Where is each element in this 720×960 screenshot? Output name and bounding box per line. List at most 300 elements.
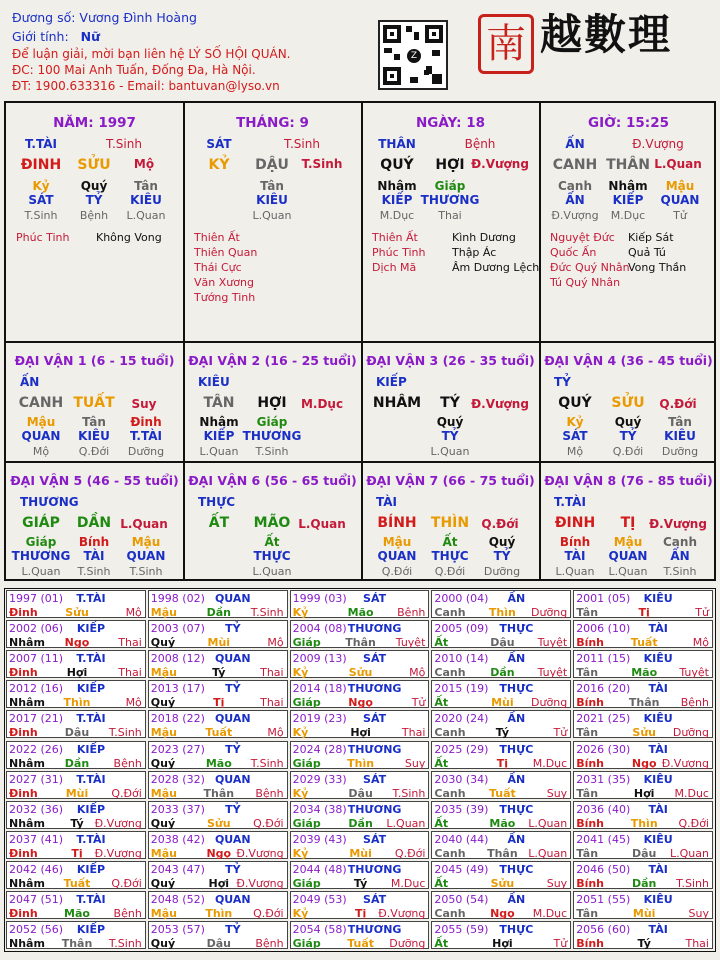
special-star: Phúc Tinh (16, 231, 70, 244)
year-god: TÀI (648, 923, 668, 937)
year-stage: L.Quan (528, 846, 568, 860)
luck-cycle-god: THỰC (198, 495, 236, 509)
gender-label: Giới tính: (12, 29, 69, 44)
luck-cycle-branch: THÌN (430, 515, 470, 531)
year-stem: Tân (576, 726, 599, 740)
year-god: THỰC (499, 622, 534, 636)
pillar-stem-stage: Bệnh (464, 137, 496, 151)
hidden-god: T.TÀI (130, 429, 162, 443)
year-stage: Mộ (125, 696, 142, 710)
hidden-stage: Dưỡng (483, 565, 521, 578)
luck-cycle-god: TỶ (554, 375, 571, 389)
luck-cycle-stem: BÍNH (377, 515, 417, 531)
year-stem: Đinh (9, 786, 38, 800)
hidden-god: KIÊU (256, 193, 288, 207)
pillar-stem-stage: T.Sinh (284, 137, 320, 151)
special-star: Không Vong (96, 231, 162, 244)
year-label: 1998 (02) (150, 592, 205, 605)
pillar-earthly-branch: THÂN (606, 157, 650, 173)
year-god: THỰC (499, 802, 534, 816)
hidden-stage: L.Quan (555, 565, 595, 578)
year-stem: Mậu (150, 666, 177, 680)
year-cell (290, 771, 430, 799)
year-god: THỰC (499, 682, 534, 696)
hidden-stem: Canh (558, 179, 592, 193)
year-branch: Mùi (207, 636, 231, 650)
year-label: 2014 (18) (292, 682, 347, 696)
year-god: KIÊU (643, 772, 673, 786)
year-label: 2035 (39) (434, 802, 489, 816)
year-stage: Bệnh (113, 756, 142, 770)
special-star: Phúc Tinh (372, 246, 426, 259)
hidden-stage: L.Quan (252, 209, 292, 222)
year-stage: Đ.Vượng (661, 756, 709, 770)
year-label: 2016 (20) (576, 682, 631, 696)
year-god: ẤN (507, 893, 526, 906)
hidden-stage: Q.Đới (434, 565, 466, 578)
year-label: 1997 (01) (9, 592, 64, 605)
year-god: TÀI (648, 682, 668, 696)
year-branch: Mão (64, 907, 90, 920)
year-cell (290, 620, 430, 648)
special-star: Âm Dương Lệch (452, 261, 540, 274)
year-branch: Thân (61, 937, 93, 951)
hidden-stage: L.Quan (252, 565, 292, 578)
year-god: SÁT (363, 893, 387, 906)
hidden-stem: Mậu (382, 535, 412, 549)
year-branch: Dần (64, 756, 90, 770)
year-label: 2037 (41) (9, 832, 64, 846)
luck-cycle-stem: CANH (18, 395, 64, 411)
year-god: KIẾP (76, 923, 106, 937)
year-stage: L.Quan (528, 816, 568, 830)
year-god: TỶ (225, 862, 241, 876)
year-cell (148, 620, 288, 648)
special-star: Đức Quý Nhân (550, 261, 630, 274)
year-stage: Bệnh (113, 907, 142, 920)
year-god: QUAN (214, 592, 251, 605)
luck-cycle-branch: MÃO (253, 515, 291, 531)
year-stem: Ất (434, 696, 449, 710)
luck-cycle-stem: ĐINH (554, 515, 596, 531)
year-cell (290, 801, 430, 829)
year-god: KIÊU (643, 832, 673, 846)
year-god: KIẾP (76, 742, 106, 756)
year-god: TỶ (225, 682, 241, 696)
year-cell (573, 590, 713, 618)
year-stage: Tử (695, 606, 709, 619)
year-stage: Bệnh (397, 606, 426, 619)
year-cell (148, 861, 288, 889)
year-stage: Thai (260, 666, 284, 680)
year-stem: Kỷ (292, 786, 309, 800)
year-branch: Tý (212, 666, 226, 680)
year-branch: Dậu (64, 726, 90, 740)
hidden-stem: Kỷ (566, 415, 584, 429)
year-god: SÁT (363, 772, 387, 786)
year-stem: Canh (434, 846, 466, 860)
special-star: Tướng Tinh (194, 291, 256, 304)
year-cell (431, 891, 571, 919)
year-stem: Nhâm (9, 636, 45, 650)
year-god: TÀI (648, 742, 668, 756)
four-pillars-chart (4, 101, 716, 581)
year-branch: Thìn (488, 606, 516, 619)
year-stem: Tân (576, 666, 599, 680)
year-stage: Tuyệt (537, 666, 568, 680)
year-label: 2040 (44) (434, 832, 489, 846)
address-line: ĐC: 100 Mai Anh Tuấn, Đống Đa, Hà Nội. (12, 63, 256, 77)
luck-cycle-stem: NHÂM (372, 395, 422, 411)
year-stem: Canh (434, 606, 466, 619)
year-stem: Giáp (292, 756, 321, 770)
luck-cycle-branch: DẦN (76, 515, 112, 531)
pillar-earthly-branch: DẬU (255, 157, 289, 173)
year-stage: Tử (411, 696, 426, 710)
year-stage: Mộ (125, 606, 142, 619)
year-stage: Suy (688, 907, 709, 920)
hidden-stage: Q.Đới (612, 445, 644, 458)
year-stage: Đ.Vượng (236, 876, 284, 890)
luck-cycle-stage: L.Quan (120, 517, 168, 531)
year-branch: Thìn (63, 696, 91, 710)
year-label: 2008 (12) (150, 652, 205, 666)
contact-line: Để luận giải, mời bạn liên hệ LÝ SỐ HỘI QUÁN. (12, 47, 291, 61)
year-stage: Mộ (692, 636, 709, 650)
year-stem: Bính (576, 636, 605, 650)
year-stage: Tuyệt (395, 636, 426, 650)
year-cell (290, 650, 430, 678)
annual-luck-table (4, 588, 716, 952)
year-stage: Đ.Vượng (94, 816, 142, 830)
year-god: QUAN (214, 772, 251, 786)
year-god: KIÊU (643, 592, 673, 605)
luck-cycle-god: T.TÀI (554, 495, 586, 509)
hidden-stem: Tân (82, 415, 106, 429)
year-label: 2026 (30) (576, 742, 631, 756)
year-label: 2046 (50) (576, 862, 631, 876)
hidden-stem: Bính (559, 535, 591, 549)
hidden-stage: Mộ (566, 445, 584, 458)
pillar-title: NGÀY: 18 (415, 115, 486, 131)
year-god: TỶ (225, 802, 241, 816)
hidden-stage: Q.Đới (78, 445, 110, 458)
year-stem: Bính (576, 756, 605, 770)
hidden-stem: Quý (614, 415, 642, 429)
hidden-stage: Tử (673, 209, 687, 222)
hidden-god: KIẾP (203, 429, 235, 443)
pillar-earthly-branch: SỬU (77, 157, 111, 173)
year-label: 2050 (54) (434, 893, 489, 906)
year-cell (148, 831, 288, 859)
year-stage: Dưỡng (389, 937, 426, 951)
year-god: THƯƠNG (347, 622, 402, 636)
year-stem: Nhâm (9, 937, 45, 951)
year-stem: Canh (434, 726, 466, 740)
year-stem: Quý (150, 696, 176, 710)
year-label: 2020 (24) (434, 712, 489, 726)
hidden-god: SÁT (562, 429, 588, 443)
red-seal: 南 (478, 14, 534, 74)
year-stem: Ất (434, 756, 449, 770)
year-label: 2022 (26) (9, 742, 64, 756)
year-stage: Q.Đới (253, 907, 284, 920)
luck-cycle-stem: TÂN (203, 395, 235, 411)
year-stem: Bính (576, 937, 605, 951)
pillar-branch-stage: T.Sinh (301, 157, 343, 171)
year-label: 2038 (42) (150, 832, 205, 846)
luck-cycle-branch: TỊ (620, 515, 636, 531)
year-stage: Mộ (267, 636, 284, 650)
luck-cycle-title: ĐẠI VẬN 2 (16 - 25 tuổi) (188, 353, 357, 368)
year-stem: Nhâm (9, 816, 45, 830)
year-branch: Thìn (347, 756, 375, 770)
hidden-stage: M.Dục (379, 209, 415, 222)
hidden-god: THƯƠNG (242, 429, 302, 443)
year-stage: Q.Đới (678, 816, 709, 830)
hidden-god: QUAN (21, 429, 61, 443)
hidden-stage: T.Sinh (77, 565, 111, 578)
year-god: QUAN (214, 652, 251, 666)
special-star: Tú Quý Nhân (550, 276, 621, 289)
year-stem: Đinh (9, 846, 38, 860)
year-stem: Tân (576, 846, 599, 860)
year-branch: Sửu (207, 816, 231, 830)
year-god: T.TÀI (76, 772, 106, 786)
year-branch: Sửu (348, 666, 373, 680)
year-branch: Tị (496, 756, 509, 770)
year-god: T.TÀI (76, 893, 106, 906)
qr-code[interactable]: Z (378, 20, 448, 90)
year-stage: Thai (401, 726, 426, 740)
hidden-stage: T.Sinh (255, 445, 289, 458)
year-cell (431, 590, 571, 618)
luck-cycle-title: ĐẠI VẬN 5 (46 - 55 tuổi) (10, 473, 179, 488)
year-label: 2027 (31) (9, 772, 64, 786)
year-branch: Tị (638, 606, 650, 619)
luck-cycle-god: ẤN (20, 375, 40, 389)
year-branch: Tuất (347, 937, 374, 951)
year-stem: Mậu (150, 907, 177, 920)
year-cell (573, 861, 713, 889)
year-stem: Nhâm (9, 876, 45, 890)
year-stage: Tuyệt (537, 636, 568, 650)
luck-cycle-2 (184, 343, 361, 461)
luck-cycle-branch: HỢI (257, 395, 287, 411)
year-cell (6, 590, 146, 618)
year-stage: Thai (118, 636, 142, 650)
year-stem: Giáp (292, 636, 321, 650)
pillar-heavenly-stem: KỶ (208, 157, 230, 173)
year-label: 2001 (05) (576, 592, 631, 605)
hidden-god: THỰC (431, 549, 469, 563)
luck-cycle-7 (362, 463, 539, 581)
pillar-stem-god: SÁT (206, 137, 232, 151)
year-god: TÀI (648, 802, 668, 816)
year-branch: Tuất (63, 876, 91, 890)
luck-cycle-stage: Suy (131, 397, 157, 411)
year-branch: Sửu (65, 606, 89, 619)
year-label: 2049 (53) (292, 893, 347, 906)
year-stage: Dưỡng (531, 606, 568, 619)
year-stage: Bệnh (255, 937, 284, 951)
year-stage: T.Sinh (250, 756, 284, 770)
hidden-god: TỶ (441, 429, 459, 443)
year-cell (6, 921, 146, 949)
year-god: THƯƠNG (347, 862, 402, 876)
year-cell (431, 771, 571, 799)
year-stem: Đinh (9, 726, 38, 740)
year-stage: T.Sinh (250, 606, 284, 619)
year-label: 2019 (23) (292, 712, 347, 726)
year-cell (431, 710, 571, 738)
pillar-title: NĂM: 1997 (53, 115, 136, 131)
year-stage: Đ.Vượng (236, 846, 284, 860)
luck-cycle-title: ĐẠI VẬN 3 (26 - 35 tuổi) (366, 353, 535, 368)
year-cell (431, 741, 571, 769)
year-branch: Mão (205, 756, 232, 770)
year-cell (573, 771, 713, 799)
year-stage: Suy (546, 876, 568, 890)
year-cell (290, 741, 430, 769)
year-label: 2002 (06) (9, 622, 64, 636)
year-stem: Ất (434, 636, 449, 650)
hidden-god: KIÊU (130, 193, 162, 207)
year-god: ẤN (507, 772, 526, 786)
year-branch: Dậu (206, 937, 231, 951)
year-branch: Dần (206, 606, 231, 619)
year-stem: Canh (434, 666, 466, 680)
year-branch: Tuất (488, 786, 516, 800)
year-label: 2005 (09) (434, 622, 489, 636)
year-cell (6, 861, 146, 889)
luck-cycle-stage: Q.Đới (659, 397, 697, 411)
year-god: THƯƠNG (347, 682, 402, 696)
year-stage: Mộ (409, 666, 426, 680)
hidden-stem: Mậu (26, 415, 56, 429)
year-branch: Tý (495, 726, 510, 740)
year-stage: Suy (404, 756, 426, 770)
year-label: 2053 (57) (150, 923, 205, 937)
year-stem: Bính (576, 876, 605, 890)
hidden-god: THƯƠNG (420, 193, 480, 207)
pillar-branch-stage: Mộ (133, 157, 155, 171)
hidden-stage: T.Sinh (24, 209, 58, 222)
year-god: QUAN (214, 712, 251, 726)
special-star: Dịch Mã (372, 261, 417, 274)
year-god: QUAN (214, 832, 251, 846)
hidden-god: KIẾP (612, 193, 644, 207)
year-label: 2036 (40) (576, 802, 631, 816)
year-stage: Q.Đới (111, 786, 142, 800)
year-god: SÁT (363, 652, 387, 666)
year-branch: Thân (203, 786, 235, 800)
year-branch: Thân (345, 636, 376, 650)
year-god: KIẾP (76, 682, 106, 696)
year-cell (431, 831, 571, 859)
year-god: TỶ (225, 622, 241, 636)
year-label: 1999 (03) (292, 592, 347, 605)
year-stage: Dưỡng (672, 726, 709, 740)
pillar-earthly-branch: HỢI (435, 157, 465, 173)
year-god: T.TÀI (76, 592, 106, 605)
year-cell (6, 650, 146, 678)
year-stage: Thai (118, 666, 142, 680)
year-god: KIÊU (643, 712, 673, 726)
year-stage: M.Dục (532, 907, 568, 920)
luck-cycle-title: ĐẠI VẬN 1 (6 - 15 tuổi) (14, 353, 175, 368)
year-god: ẤN (507, 652, 526, 666)
year-stem: Giáp (292, 816, 321, 830)
year-branch: Tị (354, 907, 367, 920)
year-branch: Dậu (631, 846, 657, 860)
year-stage: Tử (553, 726, 568, 740)
year-branch: Ngọ (64, 636, 90, 650)
hidden-stem: Quý (80, 179, 108, 193)
hidden-stem: Quý (436, 415, 464, 429)
pillar-heavenly-stem: ĐINH (20, 157, 62, 173)
year-stage: Đ.Vượng (378, 907, 426, 920)
year-stem: Quý (150, 816, 176, 830)
year-stage: Dưỡng (531, 696, 568, 710)
year-god: TỶ (225, 923, 241, 937)
hidden-stem: Giáp (25, 535, 57, 549)
hidden-stem: Mậu (131, 535, 161, 549)
hidden-stage: T.Sinh (129, 565, 163, 578)
year-stage: Q.Đới (253, 816, 284, 830)
pillar-title: THÁNG: 9 (236, 115, 309, 131)
hidden-stem: Nhâm (377, 179, 417, 193)
year-branch: Mùi (491, 696, 514, 710)
year-branch: Mùi (349, 846, 372, 860)
pillar-1 (184, 103, 361, 341)
year-branch: Thìn (630, 816, 658, 830)
year-branch: Hợi (66, 666, 88, 680)
hidden-god: ẤN (670, 549, 690, 563)
year-cell (431, 861, 571, 889)
luck-cycle-stem: ẤT (208, 515, 230, 531)
special-star: Thiên Ất (194, 231, 240, 244)
year-stem: Đinh (9, 606, 38, 619)
year-stem: Kỷ (292, 666, 309, 680)
year-stem: Tân (576, 606, 599, 619)
year-branch: Mùi (632, 907, 656, 920)
hidden-god: QUAN (660, 193, 700, 207)
special-star: Thiên Ất (372, 231, 418, 244)
hidden-god: TỶ (493, 549, 511, 563)
year-stage: T.Sinh (676, 876, 709, 890)
year-stage: Đ.Vượng (94, 846, 142, 860)
hidden-stage: M.Dục (610, 209, 646, 222)
year-label: 2024 (28) (292, 742, 347, 756)
year-stem: Mậu (150, 726, 177, 740)
pillar-stem-god: T.TÀI (25, 137, 57, 151)
hidden-stage: Thai (438, 209, 462, 222)
year-stage: Suy (546, 786, 568, 800)
year-cell (6, 831, 146, 859)
hidden-god: TÀI (83, 549, 105, 563)
year-stage: T.Sinh (108, 726, 142, 740)
luck-cycle-god: KIẾP (376, 375, 407, 389)
hidden-god: QUAN (377, 549, 417, 563)
year-branch: Mão (631, 666, 658, 680)
year-cell (290, 861, 430, 889)
year-label: 2029 (33) (292, 772, 347, 786)
pillar-3 (540, 103, 717, 341)
year-cell (573, 620, 713, 648)
year-stage: T.Sinh (108, 937, 142, 951)
year-label: 2030 (34) (434, 772, 489, 786)
